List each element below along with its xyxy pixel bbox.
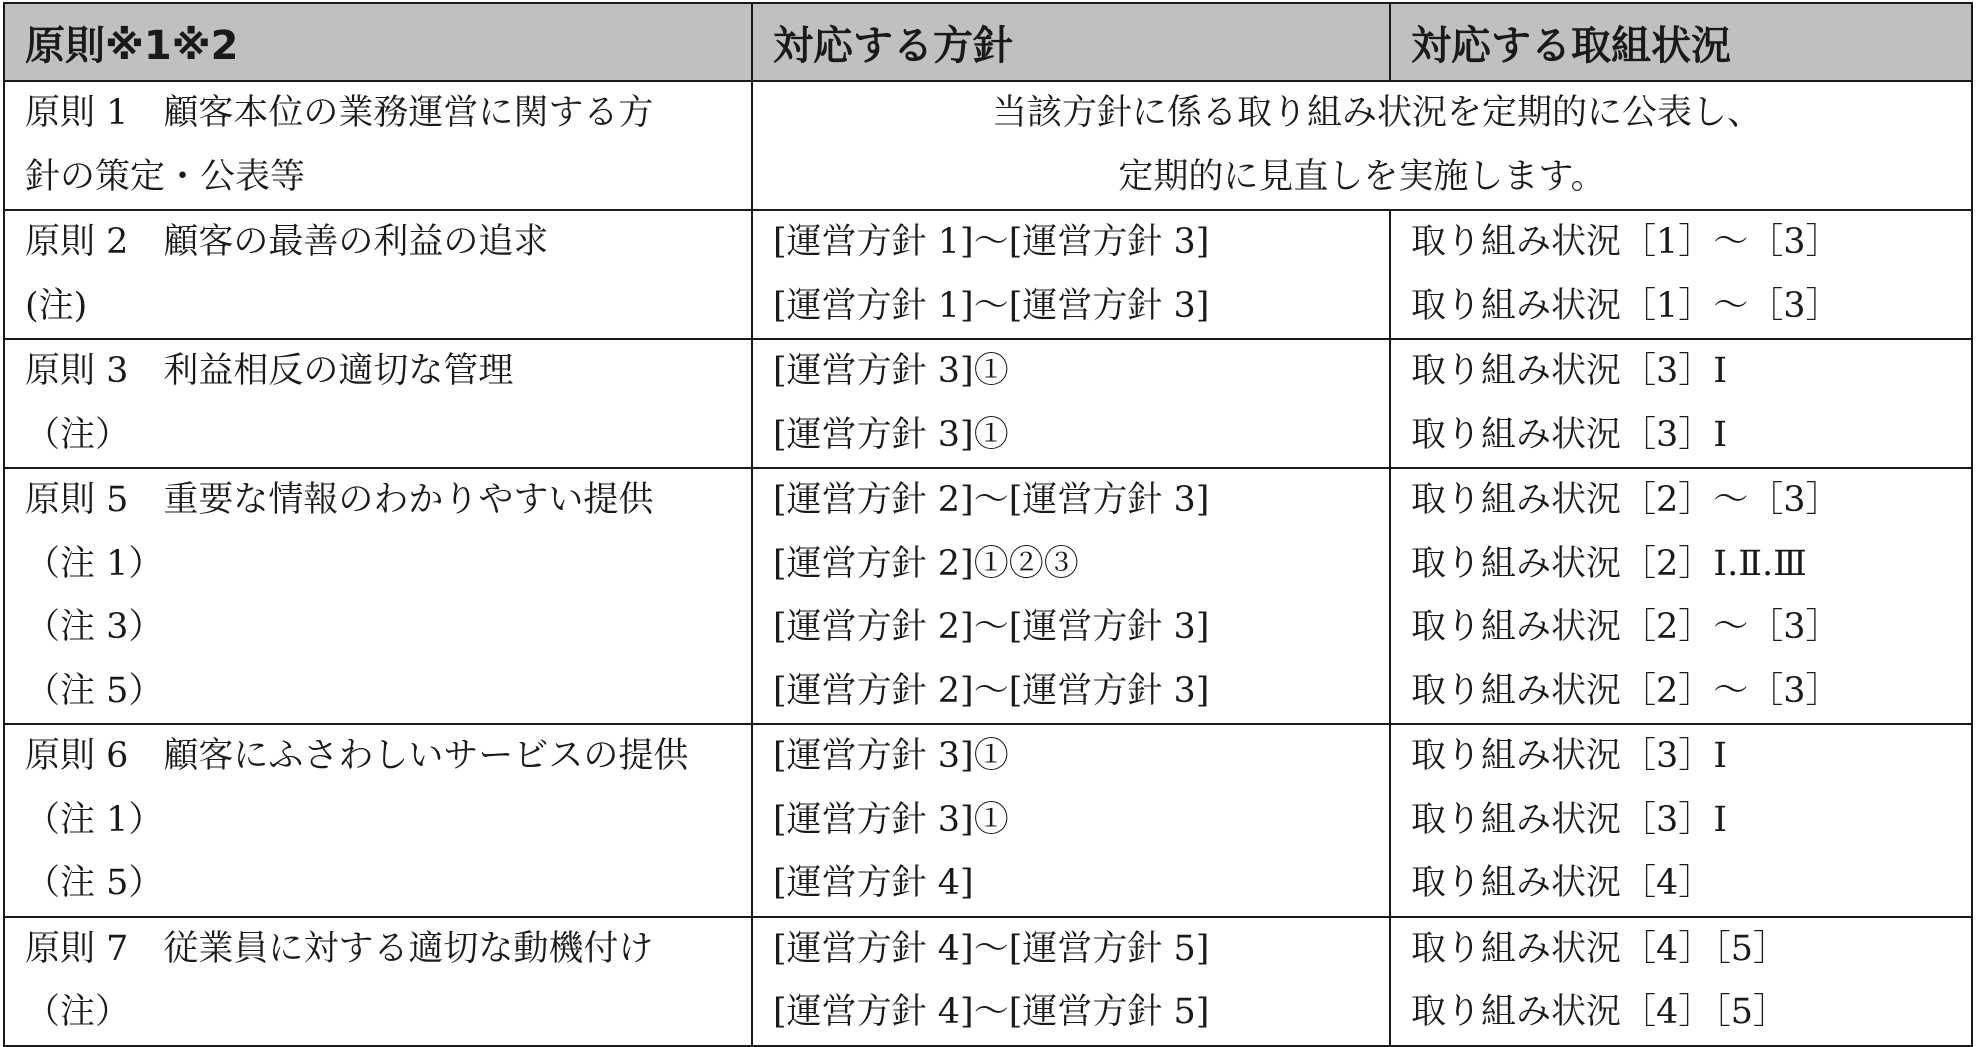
policy-cell bbox=[752, 339, 1390, 468]
principle-line: （注 5） bbox=[25, 863, 164, 903]
principle-line: 原則 2 顧客の最善の利益の追求 bbox=[25, 222, 549, 262]
policy-line: [運営方針 3]① bbox=[773, 736, 1009, 776]
status-line: 取り組み状況［2］～［3］ bbox=[1411, 607, 1841, 647]
merged-note-line: 定期的に見直しを実施します。 bbox=[1118, 156, 1606, 197]
policy-line: [運営方針 2]～[運営方針 3] bbox=[773, 480, 1210, 520]
principle-line: (注) bbox=[25, 285, 88, 326]
table-row bbox=[4, 917, 1972, 1046]
policy-cell bbox=[752, 724, 1390, 917]
principle-line: 原則 6 顧客にふさわしいサービスの提供 bbox=[25, 736, 689, 776]
principle-cell bbox=[4, 917, 752, 1046]
policy-line: [運営方針 2]①②③ bbox=[773, 543, 1079, 584]
principle-line: （注） bbox=[25, 414, 131, 455]
policy-line: [運営方針 3]① bbox=[773, 414, 1009, 455]
principle-line: 針の策定・公表等 bbox=[25, 156, 306, 197]
status-cell bbox=[1390, 724, 1972, 917]
merged-note-line: 当該方針に係る取り組み状況を定期的に公表し、 bbox=[991, 93, 1762, 133]
policy-line: [運営方針 2]～[運営方針 3] bbox=[773, 670, 1210, 711]
header-principle: 原則※1※2 bbox=[4, 3, 752, 81]
status-line: 取り組み状況［1］～［3］ bbox=[1411, 285, 1841, 326]
status-cell bbox=[1390, 339, 1972, 468]
policy-line: [運営方針 2]～[運営方針 3] bbox=[773, 607, 1210, 647]
principle-line: 原則 5 重要な情報のわかりやすい提供 bbox=[25, 480, 654, 520]
status-line: 取り組み状況［3］Ⅰ bbox=[1411, 736, 1728, 776]
principle-cell bbox=[4, 210, 752, 339]
policy-cell bbox=[752, 917, 1390, 1046]
status-line: 取り組み状況［3］Ⅰ bbox=[1411, 414, 1728, 455]
policy-cell bbox=[752, 210, 1390, 339]
policy-line: [運営方針 4]～[運営方針 5] bbox=[773, 928, 1210, 969]
principles-table bbox=[3, 2, 1973, 1047]
policy-line: [運営方針 4] bbox=[773, 863, 974, 903]
table-row bbox=[4, 210, 1972, 339]
principle-line: （注 3） bbox=[25, 607, 164, 647]
policy-line: [運営方針 1]～[運営方針 3] bbox=[773, 285, 1210, 326]
principle-line: （注 5） bbox=[25, 670, 164, 711]
status-line: 取り組み状況［3］Ⅰ bbox=[1411, 351, 1728, 391]
policy-line: [運営方針 3]① bbox=[773, 351, 1009, 391]
status-line: 取り組み状況［4］［5］ bbox=[1411, 928, 1789, 969]
principle-line: （注） bbox=[25, 992, 131, 1032]
table-row bbox=[4, 339, 1972, 468]
principle-cell bbox=[4, 724, 752, 917]
status-line: 取り組み状況［2］～［3］ bbox=[1411, 480, 1841, 520]
principle-cell bbox=[4, 468, 752, 724]
header-policy: 対応する方針 bbox=[752, 3, 1390, 81]
principle-line: 原則 1 顧客本位の業務運営に関する方 bbox=[25, 93, 654, 133]
principle-cell bbox=[4, 339, 752, 468]
principle-line: 原則 3 利益相反の適切な管理 bbox=[25, 351, 514, 391]
header-row bbox=[4, 3, 1972, 81]
policy-cell bbox=[752, 468, 1390, 724]
header-status: 対応する取組状況 bbox=[1390, 3, 1972, 81]
status-cell bbox=[1390, 468, 1972, 724]
principle-line: （注 1） bbox=[25, 799, 164, 840]
principle-line: （注 1） bbox=[25, 543, 164, 584]
status-line: 取り組み状況［3］Ⅰ bbox=[1411, 799, 1728, 840]
policy-line: [運営方針 4]～[運営方針 5] bbox=[773, 992, 1210, 1032]
table-row bbox=[4, 81, 1972, 210]
principle-line: 原則 7 従業員に対する適切な動機付け bbox=[25, 928, 654, 969]
status-line: 取り組み状況［4］ bbox=[1411, 863, 1714, 903]
status-line: 取り組み状況［4］［5］ bbox=[1411, 992, 1789, 1032]
policy-line: [運営方針 1]～[運営方針 3] bbox=[773, 222, 1210, 262]
status-line: 取り組み状況［2］Ⅰ.Ⅱ.Ⅲ bbox=[1411, 543, 1807, 584]
principle-cell bbox=[4, 81, 752, 210]
status-line: 取り組み状況［2］～［3］ bbox=[1411, 670, 1841, 711]
policy-line: [運営方針 3]① bbox=[773, 799, 1009, 840]
table-row bbox=[4, 724, 1972, 917]
status-cell bbox=[1390, 917, 1972, 1046]
table-row bbox=[4, 468, 1972, 724]
status-line: 取り組み状況［1］～［3］ bbox=[1411, 222, 1841, 262]
merged-note-cell bbox=[752, 81, 1972, 210]
status-cell bbox=[1390, 210, 1972, 339]
